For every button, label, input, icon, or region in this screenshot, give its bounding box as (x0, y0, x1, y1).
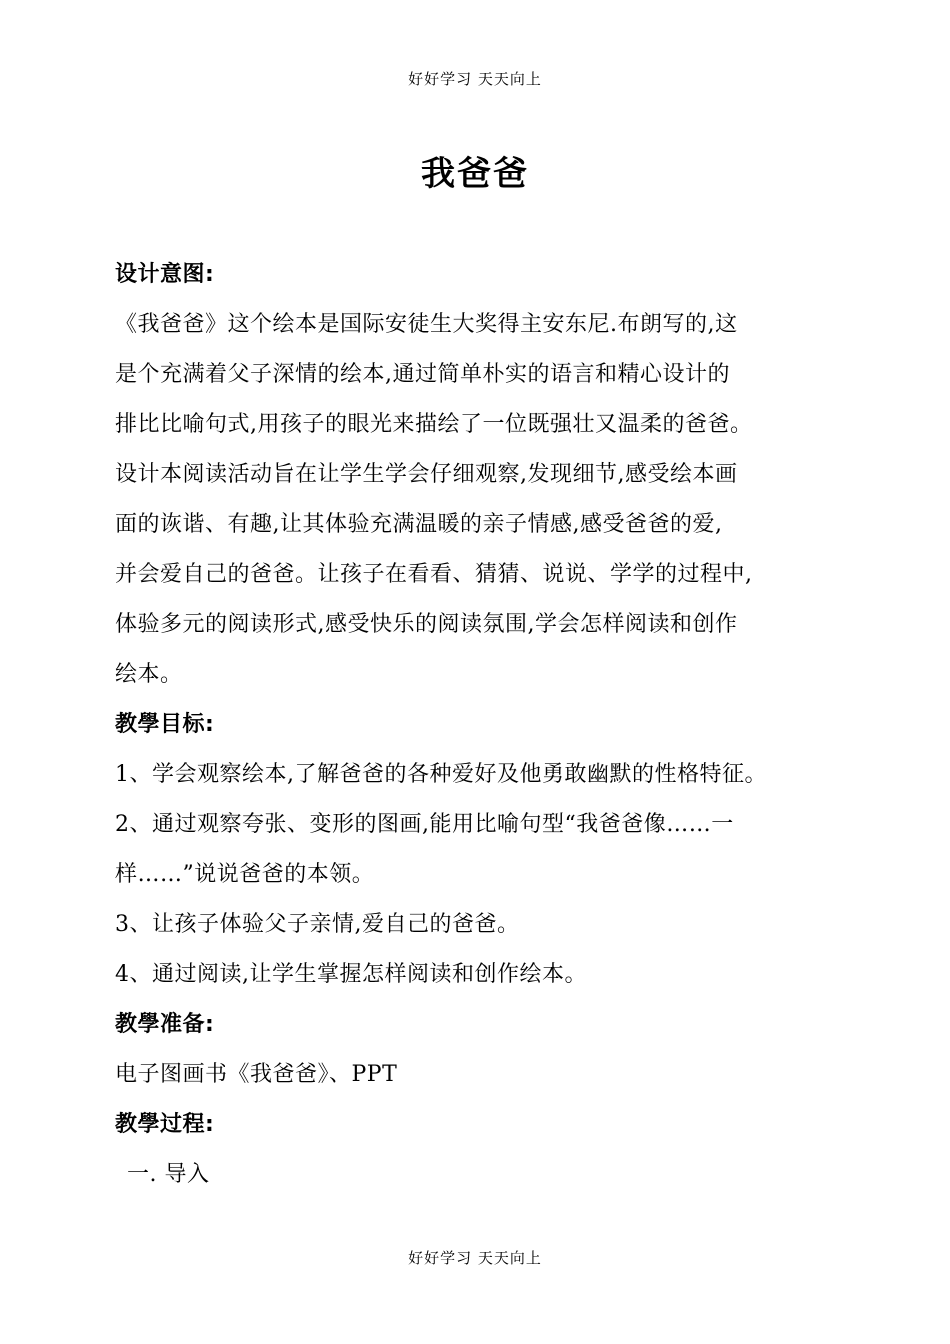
prep-heading: 教學准备: (115, 1012, 215, 1037)
design-line-6: 并会爱自己的爸爸。让孩子在看看、猜猜、说说、学学的过程中, (115, 562, 753, 587)
goal-line-4: 3、让孩子体验父子亲情,爱自己的爸爸。 (115, 912, 520, 937)
design-heading: 设计意图: (115, 262, 215, 287)
goal-line-2: 2、通过观察夸张、变形的图画,能用比喻句型“我爸爸像……一 (115, 812, 734, 837)
design-line-2: 是个充满着父子深情的绘本,通过简单朴实的语言和精心设计的 (115, 362, 730, 387)
design-line-1: 《我爸爸》这个绘本是国际安徒生大奖得主安东尼.布朗写的,这 (115, 312, 738, 337)
page-footer: 好好学习 天天向上 (408, 1249, 542, 1267)
goal-line-5: 4、通过阅读,让学生掌握怎样阅读和创作绘本。 (115, 962, 587, 987)
document-title: 我爸爸 (421, 154, 529, 194)
design-line-8: 绘本。 (115, 662, 183, 687)
design-line-5: 面的诙谐、有趣,让其体验充满温暖的亲子情感,感受爸爸的爱, (115, 512, 723, 537)
page-header: 好好学习 天天向上 (408, 70, 542, 88)
goal-line-3: 样……”说说爸爸的本领。 (115, 862, 375, 887)
design-line-4: 设计本阅读活动旨在让学生学会仔细观察,发现细节,感受绘本画 (115, 462, 738, 487)
goals-heading: 教學目标: (115, 712, 215, 737)
document-body (115, 250, 845, 1200)
goal-line-1: 1、学会观察绘本,了解爸爸的各种爱好及他勇敢幽默的性格特征。 (115, 762, 767, 787)
prep-line: 电子图画书《我爸爸》、PPT (115, 1062, 398, 1087)
design-line-3: 排比比喻句式,用孩子的眼光来描绘了一位既强壮又温柔的爸爸。 (115, 412, 753, 437)
process-line: 一. 导入 (127, 1162, 210, 1187)
process-heading: 教學过程: (115, 1112, 215, 1137)
design-line-7: 体验多元的阅读形式,感受快乐的阅读氛围,学会怎样阅读和创作 (115, 612, 738, 637)
